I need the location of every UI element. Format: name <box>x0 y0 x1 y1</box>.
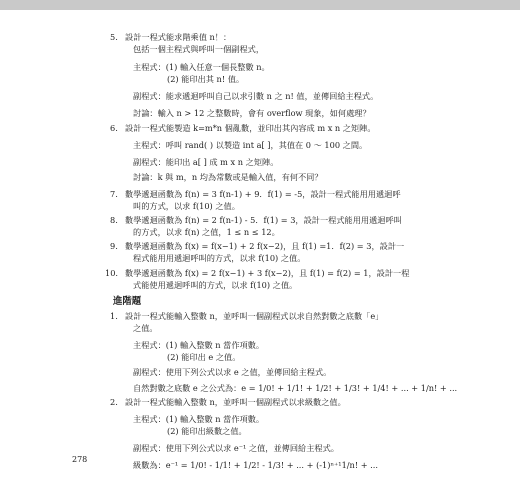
item-number: 9. <box>110 241 118 251</box>
item-number: 2. <box>110 397 118 407</box>
page-number: 278 <box>72 455 88 464</box>
item-line: 級數為：e⁻¹ = 1/0! - 1/1! + 1/2! - 1/3! + ... + (-1)ⁿ⁺¹1/n! + ... <box>133 460 378 470</box>
item-line: 的方式，以求 f(n) 之值，1 ≤ n ≤ 12。 <box>133 227 280 237</box>
item-line: 程式能用用遞迴呼叫的方式，以求 f(10) 之值。 <box>133 253 306 263</box>
top-gray-bar <box>0 0 520 10</box>
item-line: 數學遞迴函數為 f(x) = f(x−1) + 2 f(x−2)，且 f(1) =1．f(2) = 3，設計一 <box>125 241 405 251</box>
item-line: 主程式：(1) 輸入任意一個長整數 n。 <box>133 62 270 72</box>
item-line: 副程式：使用下列公式以求 e 之值，並傳回給主程式。 <box>133 367 332 377</box>
item-number: 5. <box>110 32 118 42</box>
item-line: (2) 能印出其 n! 值。 <box>167 74 245 84</box>
item-line: 主程式：呼叫 rand( ) 以製造 int a[ ]，其值在 0 ～ 100 之間。 <box>133 140 368 150</box>
item-line: 主程式：(1) 輸入整數 n 當作項數。 <box>133 340 265 350</box>
item-line: 數學遞迴函數為 f(n) = 2 f(n-1) - 5．f(1) = 3，設計一程式能用用遞迴呼叫 <box>125 215 402 225</box>
item-line: 設計一程式能製造 k=m*n 個亂數，並印出其內容成 m x n 之矩陣。 <box>125 123 376 133</box>
item-number: 7. <box>110 189 118 199</box>
item-line: 副程式：能印出 a[ ] 成 m x n 之矩陣。 <box>133 157 279 167</box>
item-line: 之值。 <box>133 323 158 333</box>
item-line: 副程式：能求遞迴呼叫自己以求引數 n 之 n! 值，並傳回給主程式。 <box>133 91 379 101</box>
item-line: 主程式：(1) 輸入整數 n 當作項數。 <box>133 414 265 424</box>
item-line: 討論：k 與 m，n 均為常數或是輸入值，有何不同？ <box>133 172 323 182</box>
item-line: 數學遞迴函數為 f(x) = 2 f(x−1) + 3 f(x−2)，且 f(1) = f(2) = 1，設計一程 <box>125 268 410 278</box>
item-line: 副程式：使用下列公式以求 e⁻¹ 之值，並傳回給主程式。 <box>133 443 339 453</box>
item-line: 討論：輸入 n > 12 之整數時，會有 overflow 現象，如何處理？ <box>133 108 371 118</box>
item-number: 6. <box>110 123 118 133</box>
item-line: 設計一程式能求階乘值 n！： <box>125 32 232 42</box>
item-line: 叫的方式，以求 f(10) 之值。 <box>133 201 240 211</box>
item-line: 自然對數之底數 e 之公式為：e = 1/0! + 1/1! + 1/2! + 1/3! + 1/4! + ... + 1/n! + ... <box>133 383 458 393</box>
item-line: 設計一程式能輸入整數 n，並呼叫一個副程式以求級數之值。 <box>125 397 346 407</box>
item-number: 8. <box>110 215 118 225</box>
item-line: 式能使用遞迴呼叫的方式，以求 f(10) 之值。 <box>133 280 298 290</box>
item-line: (2) 能印出級數之值。 <box>167 426 247 436</box>
item-line: 設計一程式能輸入整數 n，並呼叫一個副程式以求自然對數之底數「e」 <box>125 311 384 321</box>
item-line: 數學遞迴函數為 f(n) = 3 f(n-1) + 9．f(1) = -5，設計一程式能用用遞迴呼 <box>125 189 401 199</box>
item-number: 10. <box>105 268 119 278</box>
item-line: 包括一個主程式與呼叫一個副程式， <box>133 44 265 54</box>
section-heading-advanced: 進階題 <box>113 296 142 307</box>
item-line: (2) 能印出 e 之值。 <box>167 352 241 362</box>
item-number: 1. <box>110 311 118 321</box>
